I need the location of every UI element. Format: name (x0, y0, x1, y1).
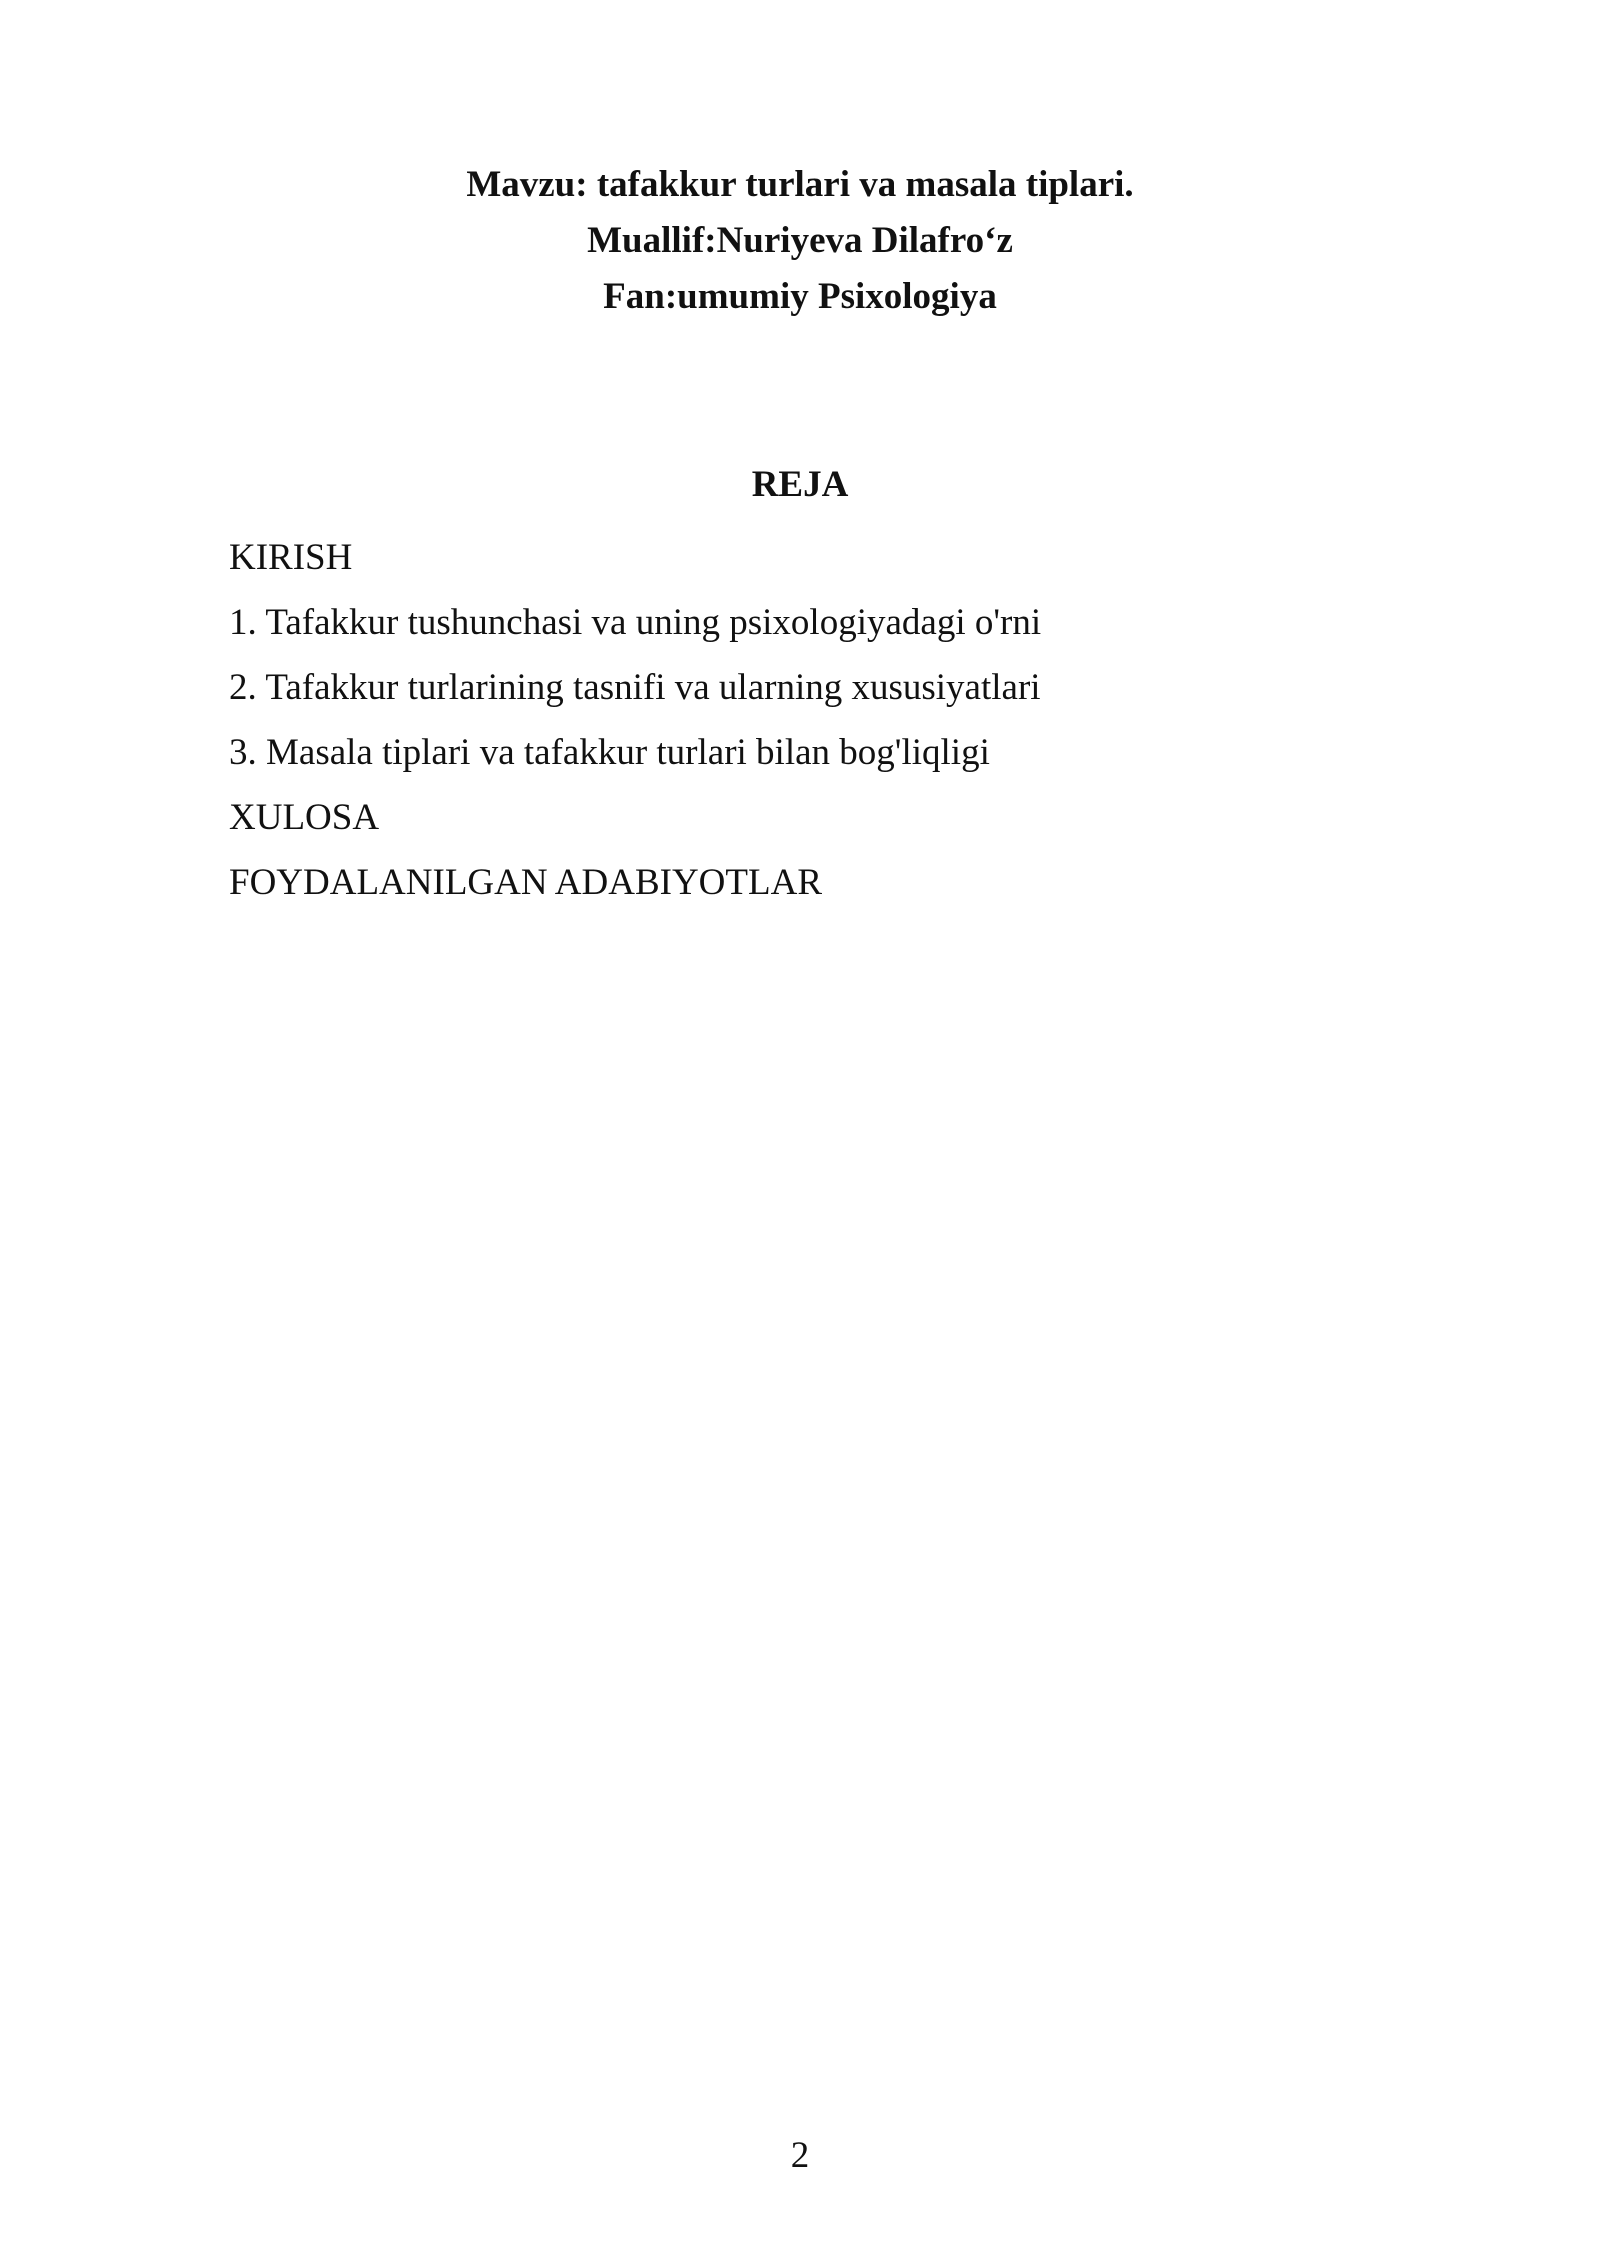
plan-item-3: 3. Masala tiplari va tafakkur turlari bilan bog'liqligi (229, 732, 990, 773)
subject-line: Fan:umumiy Psixologiya (603, 276, 997, 317)
plan-item-1: 1. Tafakkur tushunchasi va uning psixologiyadagi o'rni (229, 602, 1042, 643)
plan-item-references: FOYDALANILGAN ADABIYOTLAR (229, 862, 822, 903)
plan-list (229, 530, 1429, 920)
title-block (0, 157, 1600, 325)
plan-title: REJA (751, 464, 849, 505)
page-number: 2 (790, 2135, 810, 2176)
plan-item-conclusion: XULOSA (229, 797, 380, 838)
plan-item-2: 2. Tafakkur turlarining tasnifi va ularning xususiyatlari (229, 667, 1041, 708)
plan-item-introduction: KIRISH (229, 537, 353, 578)
topic-line: Mavzu: tafakkur turlari va masala tiplari. (466, 164, 1134, 205)
author-line: Muallif:Nuriyeva Dilafro‘z (587, 220, 1013, 261)
